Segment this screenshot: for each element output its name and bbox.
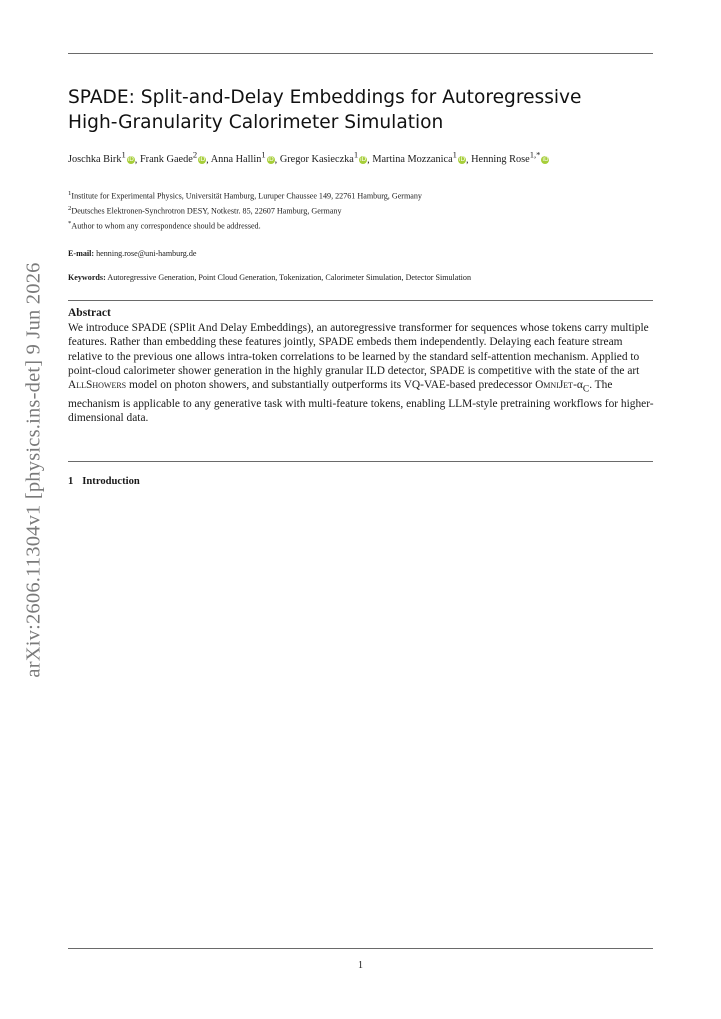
- keywords-line: Keywords: Autoregressive Generation, Point Cloud Generation, Tokenization, Calorimeter Simulation, Detector Simulation: [68, 273, 471, 282]
- paper-title: [68, 85, 653, 135]
- page-number: 1: [358, 960, 363, 971]
- orcid-icon[interactable]: iD: [267, 156, 274, 164]
- email-line: E-mail: henning.rose@uni-hamburg.de: [68, 249, 197, 258]
- author: Joschka Birk$^1$ iD: [68, 150, 134, 166]
- affiliation-2: $^2$Deutsches Elektronen-Synchrotron DESY, Notkestr. 85, 22607 Hamburg, Germany: [68, 205, 342, 216]
- footer-rule: [68, 948, 653, 949]
- author: Anna Hallin$^1$ iD: [210, 150, 274, 166]
- abstract-text: We introduce SPADE (SPlit And Delay Embeddings), an autoregressive transformer for sequences whose tokens carry multiple features. Rather than embedding these features jointly, SPADE embeds them independently. Delaying each feature stream relative to the previous one allows intra-token correlations to be learned by the standard self-attention mechanism. Applied to point-cloud calorimeter shower generation in the highly granular ILD detector, SPADE is competitive with the state of the art AllShowers model on photon showers, and substantially outperforms its VQ-VAE-based predecessor OmniJet-$\alpha_C$. The mechanism is applicable to any generative task with multi-feature tokens, enabling LLM-style pretraining workflows for higher-dimensional data.: [68, 322, 654, 425]
- orcid-icon[interactable]: iD: [458, 156, 466, 164]
- author: Henning Rose$^{1,*}$ iD: [471, 150, 549, 166]
- affiliation-1: $^1$Institute for Experimental Physics, Universität Hamburg, Luruper Chaussee 149, 22761 Hamburg, Germany: [68, 190, 422, 201]
- orcid-icon[interactable]: iD: [360, 156, 367, 164]
- author-list: Joschka Birk$^1$ iD, Frank Gaede$^2$ iD, Anna Hallin$^1$ iD, Gregor Kasieczka$^1$ iD, Martina Mozzanica$^1$ iD, Henning Rose$^{1,*}$ iD: [68, 150, 549, 166]
- orcid-icon[interactable]: iD: [127, 156, 134, 164]
- title-line-2: High-Granularity Calorimeter Simulation: [68, 112, 444, 133]
- arxiv-side-label: arXiv:2606.11304v1 [physics.ins-det] 9 Jun 2026: [22, 262, 45, 678]
- abstract-top-rule: [68, 300, 653, 301]
- correspondence-note: *Author to whom any correspondence should be addressed.: [68, 220, 261, 231]
- orcid-icon[interactable]: iD: [198, 156, 206, 164]
- author: Gregor Kasieczka$^1$ iD: [279, 150, 367, 166]
- abstract-bottom-rule: [68, 461, 653, 462]
- orcid-icon[interactable]: iD: [542, 156, 549, 164]
- title-line-1: SPADE: Split-and-Delay Embeddings for Autoregressive: [68, 87, 582, 108]
- top-rule: [68, 53, 653, 54]
- section-heading: 1 Introduction: [68, 476, 140, 487]
- email-link[interactable]: henning.rose@uni-hamburg.de: [96, 249, 197, 258]
- author: Martina Mozzanica$^1$ iD: [372, 150, 466, 166]
- author: Frank Gaede$^2$ iD: [139, 150, 206, 166]
- abstract-heading: Abstract: [68, 307, 111, 319]
